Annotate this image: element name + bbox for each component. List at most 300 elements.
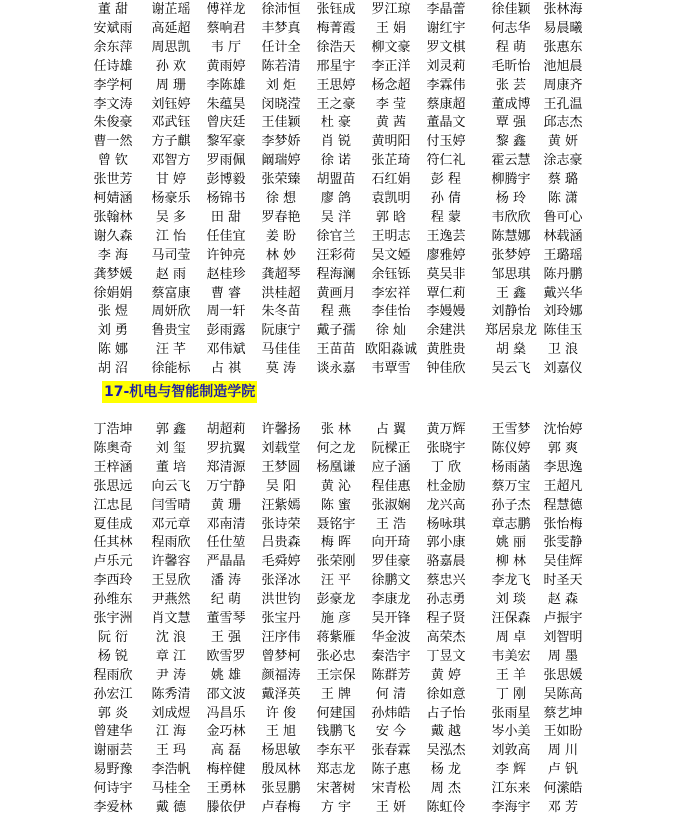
student-name: 夏佳成 — [93, 516, 133, 532]
student-name: 王苗苗 — [316, 342, 356, 358]
student-name: 罗雨佩 — [206, 153, 246, 169]
name-row — [0, 169, 692, 190]
student-name: 占 翼 — [375, 422, 407, 437]
student-name: 金巧林 — [206, 724, 246, 740]
student-name: 张世芳 — [93, 172, 133, 188]
student-name: 李文涛 — [93, 96, 133, 112]
student-name: 李浩帆 — [151, 762, 191, 778]
student-name: 李佳怡 — [371, 304, 411, 320]
student-name: 李东平 — [316, 743, 356, 759]
student-name: 周 卓 — [495, 629, 527, 645]
student-name: 徐如意 — [426, 686, 466, 702]
student-name: 蔡响君 — [206, 20, 246, 36]
student-name: 董成博 — [491, 96, 531, 112]
student-name: 韦美宏 — [491, 648, 531, 664]
student-name: 陈 蜜 — [320, 497, 352, 513]
student-name: 马佳佳 — [261, 342, 301, 358]
student-name: 陈群芳 — [371, 667, 411, 683]
student-name: 陈丹鹏 — [543, 266, 583, 282]
name-row — [0, 438, 692, 459]
student-name: 谈永嘉 — [316, 361, 356, 377]
student-name: 姚 雄 — [210, 667, 242, 683]
student-name: 毛舜婷 — [261, 554, 301, 570]
student-name: 张晓宇 — [426, 440, 466, 456]
student-name: 江忠昆 — [93, 497, 133, 513]
student-name: 张宇洲 — [93, 611, 133, 626]
student-name: 徐 诺 — [320, 153, 352, 169]
name-row — [0, 226, 692, 247]
student-name: 张必忠 — [316, 648, 356, 664]
student-name: 廖 鸽 — [320, 191, 352, 206]
student-name: 胡 沼 — [97, 361, 129, 377]
student-name: 周康齐 — [543, 77, 583, 93]
student-name: 汪序伟 — [261, 629, 301, 645]
student-name: 杜金励 — [426, 478, 466, 494]
student-name: 许钟亮 — [206, 247, 246, 263]
student-name: 姜 盼 — [265, 228, 297, 244]
student-name: 阮樑正 — [371, 440, 411, 456]
student-name: 王 妍 — [375, 800, 407, 815]
student-name: 阚瑞婷 — [261, 153, 301, 169]
student-name: 程雨欣 — [151, 535, 191, 551]
student-name: 卢振宇 — [543, 611, 583, 626]
student-name: 刘玲娜 — [543, 304, 583, 320]
student-name: 王 强 — [210, 629, 242, 645]
student-name: 时圣天 — [543, 573, 583, 589]
student-name: 李 莹 — [375, 96, 407, 112]
student-name: 林 妙 — [265, 247, 297, 263]
student-name: 方 宇 — [320, 800, 352, 815]
student-name: 张思远 — [93, 478, 133, 494]
student-name: 刘静怡 — [491, 304, 531, 320]
student-name: 程佳惠 — [371, 478, 411, 494]
name-row — [0, 495, 692, 516]
student-name: 覃仁莉 — [426, 285, 466, 301]
student-name: 刘 勇 — [97, 323, 129, 339]
student-name: 彭豪龙 — [316, 592, 356, 608]
student-name: 何诗宇 — [93, 781, 133, 797]
student-name: 杨 锐 — [97, 648, 129, 664]
student-name: 罗佳豪 — [371, 554, 411, 570]
student-name: 柳 林 — [495, 554, 527, 570]
student-name: 梅菁霞 — [316, 20, 356, 36]
student-name: 杨思敏 — [261, 743, 301, 759]
name-row — [0, 627, 692, 648]
student-name: 吴 洋 — [320, 209, 352, 225]
student-name: 覃 强 — [495, 115, 527, 131]
student-name: 任佳宜 — [206, 228, 246, 244]
student-name: 卫 浪 — [547, 342, 579, 358]
student-name: 罗文棋 — [426, 39, 466, 55]
student-name: 郑志龙 — [316, 762, 356, 778]
student-name: 陈秀清 — [151, 686, 191, 702]
student-name: 蔡 璐 — [547, 172, 579, 188]
name-row — [0, 131, 692, 152]
student-name: 陈 娜 — [97, 342, 129, 358]
student-name: 王梓涵 — [93, 459, 133, 475]
student-name: 黄万辉 — [426, 422, 466, 437]
student-name: 池旭晨 — [543, 58, 583, 74]
student-name: 刘载堂 — [261, 440, 301, 456]
student-name: 曾 钦 — [97, 153, 129, 169]
student-name: 戴兴华 — [543, 285, 583, 301]
student-name: 柳腾宇 — [491, 172, 531, 188]
student-name: 杨 龙 — [430, 762, 462, 778]
name-row — [0, 684, 692, 705]
student-name: 龚梦媛 — [93, 266, 133, 282]
student-name: 卢春梅 — [261, 800, 301, 815]
student-name: 汪 平 — [320, 573, 352, 589]
student-name: 谢芷瑶 — [151, 2, 191, 17]
student-name: 王 玛 — [155, 743, 187, 759]
student-name: 汪紫嫣 — [261, 497, 301, 513]
student-name: 严晶晶 — [206, 554, 246, 570]
student-name: 阮 衍 — [97, 629, 129, 645]
student-name: 张诗荣 — [261, 516, 301, 532]
student-name: 徐沛恒 — [261, 2, 301, 17]
student-name: 丁浩坤 — [93, 422, 133, 437]
student-name: 刘智明 — [543, 629, 583, 645]
name-row — [0, 740, 692, 761]
student-name: 韦 厅 — [210, 39, 242, 55]
student-name: 蔡康超 — [426, 96, 466, 112]
student-name: 吴云飞 — [491, 361, 531, 377]
student-name: 欧雪罗 — [206, 648, 246, 664]
student-name: 李嫚嫚 — [426, 304, 466, 320]
student-name: 甘 婷 — [155, 172, 187, 188]
student-name: 黎军豪 — [206, 134, 246, 150]
student-name: 蔡艺坤 — [543, 705, 583, 721]
name-row — [0, 419, 692, 440]
student-name: 王逸芸 — [426, 228, 466, 244]
name-row — [0, 703, 692, 724]
student-name: 赵桂珍 — [206, 266, 246, 282]
student-name: 张怡梅 — [543, 516, 583, 532]
name-row — [0, 358, 692, 379]
student-name: 陈若清 — [261, 58, 301, 74]
student-name: 鲁可心 — [543, 209, 583, 225]
student-name: 许馨扬 — [261, 422, 301, 437]
student-name: 任计全 — [261, 39, 301, 55]
student-name: 郑居泉龙 — [484, 323, 537, 339]
student-name: 肖文慧 — [151, 611, 191, 626]
student-name: 涂志豪 — [543, 153, 583, 169]
student-name: 黄雨婷 — [206, 58, 246, 74]
student-name: 许馨容 — [151, 554, 191, 570]
student-name: 张雨星 — [491, 705, 531, 721]
student-name: 李梦娇 — [261, 134, 301, 150]
student-name: 廖雅婷 — [426, 247, 466, 263]
student-name: 江东来 — [491, 781, 531, 797]
student-name: 王佳颖 — [261, 115, 301, 131]
student-name: 韦欣欣 — [491, 209, 531, 225]
student-name: 阮康宁 — [261, 323, 301, 339]
name-row — [0, 150, 692, 171]
student-name: 戴子孺 — [316, 323, 356, 339]
student-name: 石红娟 — [371, 172, 411, 188]
student-name: 王思婷 — [316, 77, 356, 93]
student-name: 周 杰 — [430, 781, 462, 797]
student-name: 黄 沁 — [320, 478, 352, 494]
student-name: 林载涵 — [543, 228, 583, 244]
student-name: 陈子惠 — [371, 762, 411, 778]
student-name: 戴泽英 — [261, 686, 301, 702]
student-name: 杨锦书 — [206, 191, 246, 206]
student-name: 程 燕 — [320, 304, 352, 320]
student-name: 任仕堃 — [206, 535, 246, 551]
student-name: 骆嘉晨 — [426, 554, 466, 570]
student-name: 徐能标 — [151, 361, 191, 377]
student-name: 付玉婷 — [426, 134, 466, 150]
student-name: 李晶蕾 — [426, 2, 466, 17]
student-name: 田 甜 — [210, 209, 242, 225]
student-name: 孙宏江 — [93, 686, 133, 702]
student-name: 徐佳颖 — [491, 2, 531, 17]
student-name: 陈虹伶 — [426, 800, 466, 815]
student-name: 何志华 — [491, 20, 531, 36]
student-name: 杨 玲 — [495, 191, 527, 206]
student-name: 周 珊 — [155, 77, 187, 93]
student-name: 张惠东 — [543, 39, 583, 55]
student-name: 董雪琴 — [206, 611, 246, 626]
name-row — [0, 797, 692, 818]
student-name: 徐鹏文 — [371, 573, 411, 589]
student-name: 任诗雄 — [93, 58, 133, 74]
student-name: 孙志勇 — [426, 592, 466, 608]
student-name: 胡 燊 — [495, 342, 527, 358]
name-row — [0, 188, 692, 209]
student-name: 张梦婷 — [491, 247, 531, 263]
name-row — [0, 301, 692, 322]
name-row — [0, 665, 692, 686]
student-name: 蔡忠兴 — [426, 573, 466, 589]
student-name: 赵 雨 — [155, 266, 187, 282]
student-name: 孙 欢 — [155, 58, 187, 74]
student-name: 王如盼 — [543, 724, 583, 740]
student-name: 莫吴非 — [426, 266, 466, 282]
student-name: 邵文波 — [206, 686, 246, 702]
student-name: 王宗保 — [316, 667, 356, 683]
student-name: 王 娟 — [375, 20, 407, 36]
student-name: 吴文婭 — [371, 247, 411, 263]
student-name: 李 辉 — [495, 762, 527, 778]
student-name: 吴开锋 — [371, 611, 411, 626]
student-name: 邓 芳 — [547, 800, 579, 815]
student-name: 彭博毅 — [206, 172, 246, 188]
student-name: 安斌雨 — [93, 20, 133, 36]
student-name: 宋青松 — [371, 781, 411, 797]
student-name: 黎 鑫 — [495, 134, 527, 150]
student-name: 李 海 — [97, 247, 129, 263]
student-name: 尹燕然 — [151, 592, 191, 608]
student-name: 向云飞 — [151, 478, 191, 494]
student-name: 丁 欣 — [430, 459, 462, 475]
student-name: 潘 涛 — [210, 573, 242, 589]
name-row — [0, 75, 692, 96]
student-name: 丁昱文 — [426, 648, 466, 664]
name-row — [0, 56, 692, 77]
student-name: 戴 德 — [155, 800, 187, 815]
student-name: 张林海 — [543, 2, 583, 17]
student-name: 沈 浪 — [155, 629, 187, 645]
student-name: 王之豪 — [316, 96, 356, 112]
student-name: 肖 锐 — [320, 134, 352, 150]
student-name: 向开琦 — [371, 535, 411, 551]
student-name: 张 煜 — [97, 304, 129, 320]
student-name: 黄 茜 — [375, 115, 407, 131]
student-name: 程雨欣 — [93, 667, 133, 683]
student-name: 李思逸 — [543, 459, 583, 475]
student-name: 占 祺 — [210, 361, 242, 377]
student-name: 龙兴高 — [426, 497, 466, 513]
student-name: 尹 涛 — [155, 667, 187, 683]
student-name: 李龙飞 — [491, 573, 531, 589]
student-name: 殷凤林 — [261, 762, 301, 778]
name-row — [0, 721, 692, 742]
student-name: 姚 丽 — [495, 535, 527, 551]
student-name: 闫雪晴 — [151, 497, 191, 513]
student-name: 余建洪 — [426, 323, 466, 339]
student-name: 章 江 — [155, 648, 187, 664]
student-name: 刘 炬 — [265, 77, 297, 93]
student-name: 宋著树 — [316, 781, 356, 797]
student-name: 李海宇 — [491, 800, 531, 815]
student-name: 滕依伊 — [206, 800, 246, 815]
name-row — [0, 339, 692, 360]
student-name: 洪世钧 — [261, 592, 301, 608]
name-row — [0, 608, 692, 629]
student-name: 刘灵莉 — [426, 58, 466, 74]
student-name: 曹 睿 — [210, 285, 242, 301]
student-name: 赵 森 — [547, 592, 579, 608]
student-name: 应子涵 — [371, 459, 411, 475]
student-name: 杨豪乐 — [151, 191, 191, 206]
student-name: 张春霖 — [371, 743, 411, 759]
name-row — [0, 245, 692, 266]
name-row — [0, 283, 692, 304]
student-name: 徐 灿 — [375, 323, 407, 339]
name-row — [0, 646, 692, 667]
name-row — [0, 457, 692, 478]
name-row — [0, 551, 692, 572]
student-name: 高 磊 — [210, 743, 242, 759]
student-name: 程 萌 — [495, 39, 527, 55]
student-name: 张淑娴 — [371, 497, 411, 513]
student-name: 李爱林 — [93, 800, 133, 815]
student-name: 吴泓杰 — [426, 743, 466, 759]
student-name: 李学柯 — [93, 77, 133, 93]
student-name: 霍云慧 — [491, 153, 531, 169]
student-name: 韦覃雪 — [371, 361, 411, 377]
name-row — [0, 476, 692, 497]
name-row — [0, 207, 692, 228]
student-name: 施 彦 — [320, 611, 352, 626]
student-name: 颜福涛 — [261, 667, 301, 683]
student-name: 王勇林 — [206, 781, 246, 797]
student-name: 张钰成 — [316, 2, 356, 17]
student-name: 傅祥龙 — [206, 2, 246, 17]
student-name: 程慧德 — [543, 497, 583, 513]
student-name: 汪彩荷 — [316, 247, 356, 263]
student-name: 朱蕴昊 — [206, 96, 246, 112]
student-name: 刘敦高 — [491, 743, 531, 759]
student-name: 吴佳辉 — [543, 554, 583, 570]
student-name: 卢乐元 — [93, 554, 133, 570]
student-name: 蔡富康 — [151, 285, 191, 301]
student-name: 余东萍 — [93, 39, 133, 55]
student-name: 刘钰婷 — [151, 96, 191, 112]
student-name: 曾梦柯 — [261, 648, 301, 664]
student-name: 杨咏琪 — [426, 516, 466, 532]
name-row — [0, 514, 692, 535]
student-name: 华金波 — [371, 629, 411, 645]
student-name: 罗春艳 — [261, 209, 301, 225]
student-name: 黄 珊 — [210, 497, 242, 513]
student-name: 安 今 — [375, 724, 407, 740]
name-row — [0, 112, 692, 133]
student-name: 钱鹏飞 — [316, 724, 356, 740]
student-name: 丰梦真 — [261, 20, 301, 36]
student-name: 易晨曦 — [543, 20, 583, 36]
student-name: 董 培 — [155, 459, 187, 475]
student-name: 黄 婷 — [430, 667, 462, 683]
name-row — [0, 37, 692, 58]
student-name: 郭 爽 — [547, 440, 579, 456]
student-name: 丁 刚 — [495, 686, 527, 702]
student-name: 纪 萌 — [210, 592, 242, 608]
student-name: 柯婧涵 — [93, 191, 133, 206]
student-name: 王 牌 — [320, 686, 352, 702]
student-name: 袁凯明 — [371, 191, 411, 206]
student-name: 易野豫 — [93, 762, 133, 778]
student-name: 王 羊 — [495, 667, 527, 683]
student-name: 余钰铄 — [371, 266, 411, 282]
student-name: 张泽冰 — [261, 573, 301, 589]
student-name: 吴 阳 — [265, 478, 297, 494]
student-name: 王明志 — [371, 228, 411, 244]
student-name: 刘成煜 — [151, 705, 191, 721]
student-name: 周思凯 — [151, 39, 191, 55]
student-name: 王孔温 — [543, 96, 583, 112]
student-name: 卢 钒 — [547, 762, 579, 778]
student-name: 王 鑫 — [495, 285, 527, 301]
student-name: 郭小康 — [426, 535, 466, 551]
student-name: 戴 越 — [430, 724, 462, 740]
name-row — [0, 18, 692, 39]
student-name: 蒋紫雁 — [316, 629, 356, 645]
student-name: 李宏祥 — [371, 285, 411, 301]
student-name: 柳文豪 — [371, 39, 411, 55]
name-row — [0, 589, 692, 610]
student-name: 王雪梦 — [491, 422, 531, 437]
student-name: 邱志杰 — [543, 115, 583, 131]
student-name: 张荣臻 — [261, 172, 301, 188]
student-name: 占子怡 — [426, 705, 466, 721]
student-name: 张昱鹏 — [261, 781, 301, 797]
student-name: 彭雨露 — [206, 323, 246, 339]
name-row — [0, 778, 692, 799]
student-name: 高延超 — [151, 20, 191, 36]
student-name: 汪 芊 — [155, 342, 187, 358]
student-name: 张荣刚 — [316, 554, 356, 570]
student-name: 万宁静 — [206, 478, 246, 494]
student-name: 欧阳淼诚 — [364, 342, 417, 358]
student-name: 章志鹏 — [491, 516, 531, 532]
student-name: 张 林 — [320, 422, 352, 437]
student-name: 朱冬苗 — [261, 304, 301, 320]
student-name: 黄胜贵 — [426, 342, 466, 358]
student-name: 罗江琼 — [371, 2, 411, 17]
